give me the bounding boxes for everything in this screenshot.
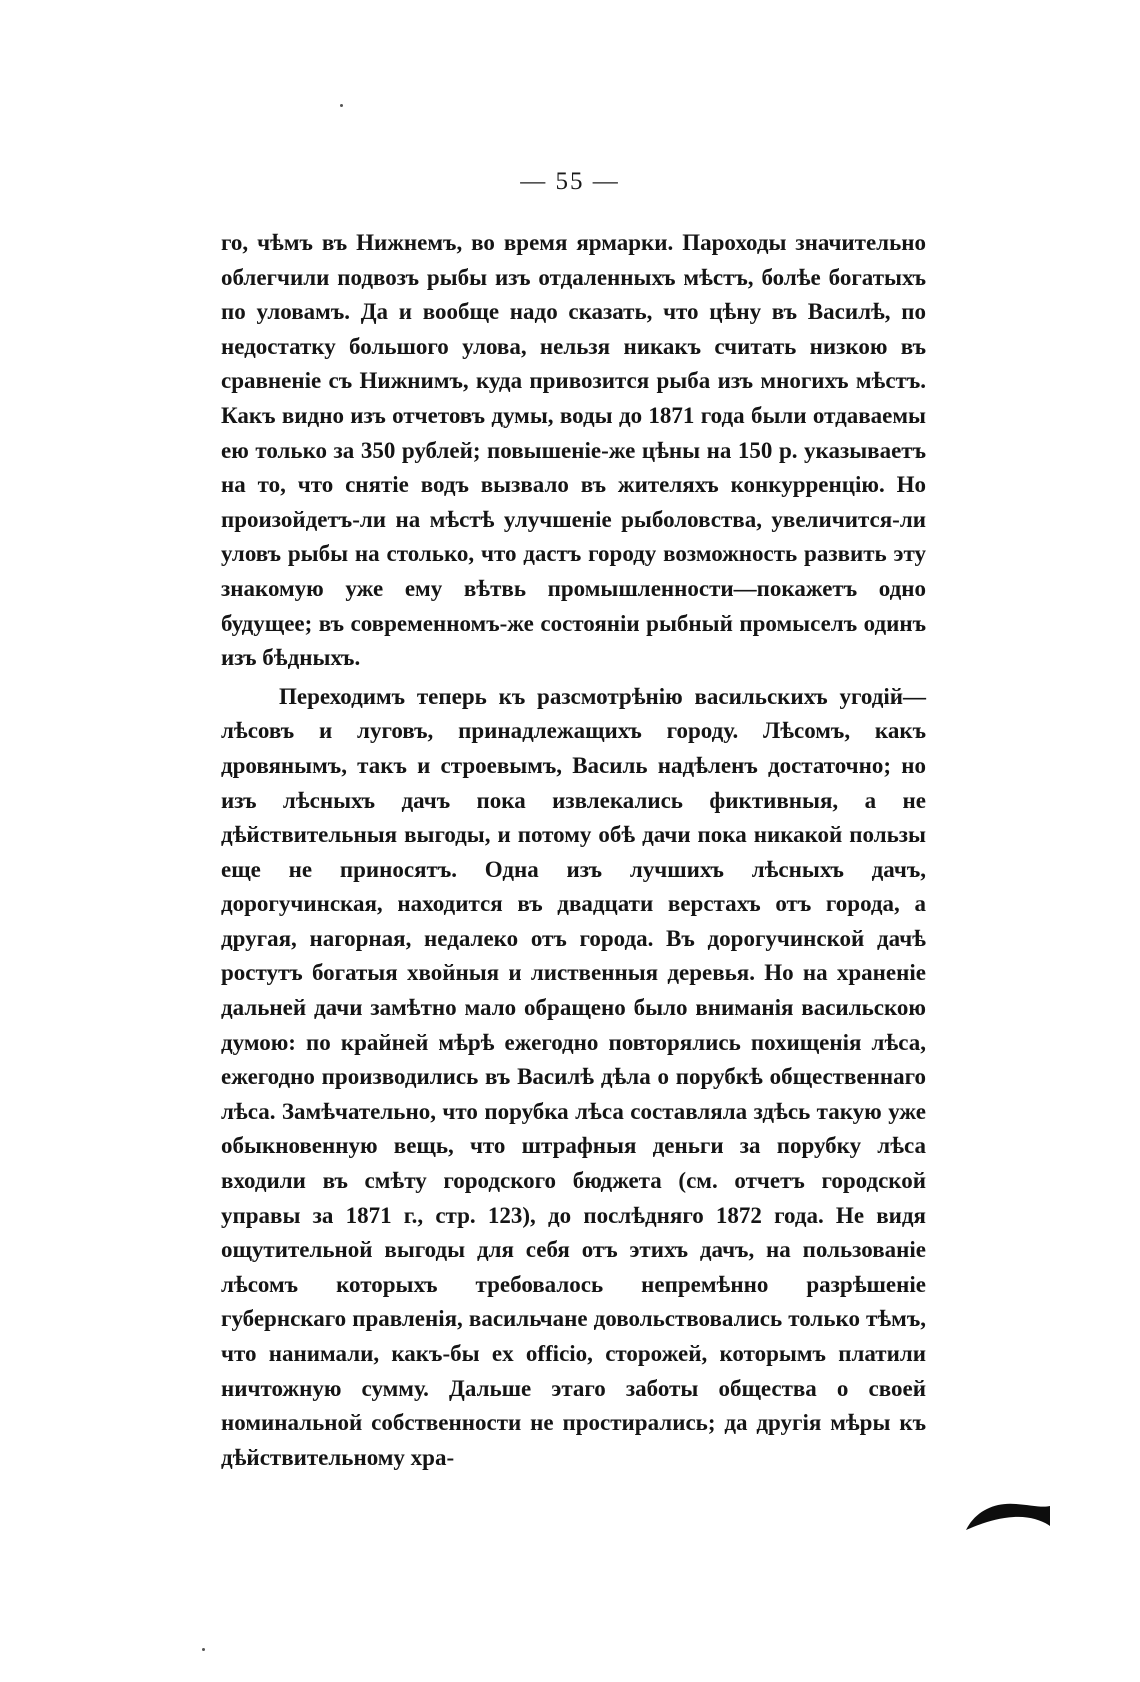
speck-mark — [202, 1648, 205, 1651]
page-number: — 55 — — [520, 168, 620, 195]
paragraph-2: Переходимъ теперь къ разсмотрѣнію васильскихъ угодій—лѣсовъ и луговъ, принадлежащихъ городу. Лѣсомъ, какъ дровянымъ, такъ и строевымъ, Василь надѣленъ достаточно; но изъ лѣсныхъ дачъ пока извлекались фиктивныя, а не дѣйствительныя выгоды, и потому обѣ дачи пока никакой пользы еще не приносятъ. Одна изъ лучшихъ лѣсныхъ дачъ, дорогучинская, находится въ двадцати верстахъ отъ города, а другая, нагорная, недалеко отъ города. Въ дорогучинской дачѣ ростутъ богатыя хвойныя и лиственныя деревья. Но на храненіе дальней дачи замѣтно мало обращено было вниманія васильскою думою: по крайней мѣрѣ ежегодно повторялись похищенія лѣса, ежегодно производились въ Василѣ дѣла о порубкѣ общественнаго лѣса. Замѣчательно, что порубка лѣса составляла здѣсь такую уже обыкновенную вещь, что штрафныя деньги за порубку лѣса входили въ смѣту городского бюджета (см. отчетъ городской управы за 1871 г., стр. 123), до послѣдняго 1872 года. Не видя ощутительной выгоды для себя отъ этихъ дачъ, на пользованіе лѣсомъ которыхъ требовалось непремѣнно разрѣшеніе губернскаго правленія, васильчане довольствовались только тѣмъ, что нанимали, какъ-бы ex officio, сторожей, которымъ платили ничтожную сумму. Дальше этаго заботы общества о своей номинальной собственности не простирались; да другія мѣры къ дѣйствительному хра- — [221, 683, 926, 1470]
speck-mark — [340, 104, 343, 107]
body-text — [221, 226, 926, 1475]
paragraph-1: го, чѣмъ въ Нижнемъ, во время ярмарки. Пароходы значительно облегчили подвозъ рыбы изъ отдаленныхъ мѣстъ, болѣе богатыхъ по уловамъ. Да и вообще надо сказать, что цѣну въ Василѣ, по недостатку большого улова, нельзя никакъ считать низкою въ сравненіе съ Нижнимъ, куда привозится рыба изъ многихъ мѣстъ. Какъ видно изъ отчетовъ думы, воды до 1871 года были отдаваемы ею только за 350 рублей; повышеніе-же цѣны на 150 р. указываетъ на то, что снятіе водъ вызвало въ жителяхъ конкурренцію. Но произойдетъ-ли на мѣстѣ улучшеніе рыболовства, увеличится-ли уловъ рыбы на столько, что дастъ городу возможность развить эту знакомую уже ему вѣтвь промышленности—покажетъ одно будущее; въ современномъ-же состояніи рыбный промыселъ одинъ изъ бѣдныхъ. — [221, 230, 926, 671]
ink-smudge-icon — [962, 1496, 1052, 1536]
